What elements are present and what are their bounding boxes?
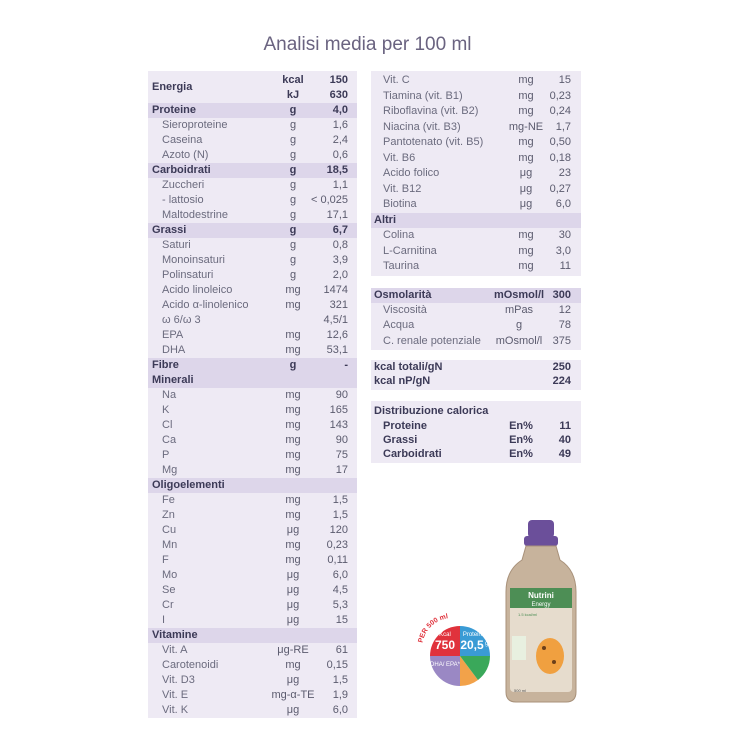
row-unit: mg	[285, 554, 301, 566]
section-header-row	[148, 628, 357, 643]
row-value: 5,3	[332, 599, 348, 611]
row-name: Ca	[162, 434, 177, 446]
row-unit: mg	[285, 389, 301, 401]
table-row	[148, 568, 357, 583]
row-unit: mg	[285, 509, 301, 521]
row-unit: μg	[286, 569, 300, 581]
table-row	[148, 238, 357, 253]
row-value: 49	[558, 448, 571, 460]
row-unit: mg	[518, 74, 534, 86]
row-unit: g	[289, 359, 297, 371]
row-value: 0,11	[327, 554, 348, 566]
table-row	[371, 104, 581, 119]
row-value: 0,50	[549, 136, 571, 148]
row-unit: mg	[285, 344, 301, 356]
row-unit: mg	[285, 464, 301, 476]
row-name: Carotenoidi	[162, 659, 219, 671]
row-unit: mPas	[504, 304, 534, 317]
row-name: ω 6/ω 3	[162, 314, 201, 326]
row-unit: μg	[286, 704, 300, 716]
row-unit: mOsmol/l	[495, 334, 543, 347]
row-unit: mg-NE	[508, 120, 544, 133]
row-unit: μg	[519, 198, 533, 210]
row-name: Vit. K	[162, 704, 189, 716]
row-unit: mg	[285, 419, 301, 431]
row-name: Mg	[162, 464, 178, 476]
row-value: 224	[552, 375, 571, 387]
row-value: 40	[558, 434, 571, 446]
row-value: 2,4	[332, 134, 348, 146]
row-unit: mg	[518, 136, 534, 148]
label-panel	[512, 636, 526, 660]
row-name: Sieroproteine	[162, 119, 228, 131]
row-name: Acqua	[383, 319, 415, 332]
row-name: Vit. D3	[162, 674, 195, 686]
row-value: 12	[558, 304, 571, 317]
row-name: kcal nP/gN	[374, 375, 431, 387]
row-name: Cu	[162, 524, 177, 536]
row-value: 1,5	[332, 674, 348, 686]
table-row	[148, 118, 357, 133]
section-header-row	[148, 163, 357, 178]
row-name: Energia	[152, 81, 193, 93]
row-name: Grassi	[152, 224, 187, 236]
table-row	[148, 463, 357, 478]
row-name: Acido folico	[383, 167, 440, 179]
table-row	[148, 388, 357, 403]
row-name: Acido linoleico	[162, 284, 233, 296]
table-row	[148, 268, 357, 283]
table-row	[148, 313, 357, 328]
row-name: Mn	[162, 539, 178, 551]
row-name: Oligoelementi	[152, 479, 225, 491]
row-name: Minerali	[152, 374, 194, 386]
table-row	[148, 613, 357, 628]
table-row	[371, 120, 581, 135]
row-name: Se	[162, 584, 176, 596]
kcal-value: 750	[434, 638, 456, 652]
section-header-row	[148, 478, 357, 493]
table-row	[371, 244, 581, 259]
table-row	[148, 148, 357, 163]
row-name: Zuccheri	[162, 179, 205, 191]
row-name: EPA	[162, 329, 184, 341]
row-name: Zn	[162, 509, 175, 521]
row-name: Maltodestrine	[162, 209, 229, 221]
row-unit: mg-α-TE	[271, 689, 315, 701]
distribution-heading: Distribuzione calorica	[374, 405, 489, 417]
table-row	[148, 178, 357, 193]
row-value: 0,27	[549, 182, 571, 195]
row-unit: g	[289, 254, 297, 266]
row-name: Saturi	[162, 239, 191, 251]
brand-text: Nutrini	[528, 591, 554, 600]
table-row	[371, 197, 581, 212]
row-value: 18,5	[326, 164, 348, 176]
row-unit: μg	[286, 584, 300, 596]
table-row	[148, 658, 357, 673]
row-value: 143	[329, 419, 348, 431]
row-value: 1,1	[332, 179, 348, 191]
row-unit: μg	[519, 182, 533, 195]
giraffe-spot	[552, 660, 556, 664]
row-value: 300	[552, 289, 571, 301]
row-unit: μg	[286, 524, 300, 536]
row-name: Vit. E	[162, 689, 189, 701]
row-name: C. renale potenziale	[383, 334, 481, 347]
row-unit: g	[289, 164, 297, 176]
row-value: -	[344, 359, 348, 371]
row-unit: g	[289, 119, 297, 131]
row-name: Proteine	[383, 420, 428, 432]
nutrition-badge	[400, 596, 500, 696]
table-row	[148, 88, 357, 103]
giraffe-spot	[542, 646, 546, 650]
row-value: 11	[559, 260, 571, 272]
row-value: 6,0	[332, 704, 348, 716]
row-value: 12,6	[326, 329, 348, 341]
dha-label: DHA/ EPA*	[430, 662, 460, 668]
row-unit: μg	[519, 167, 533, 179]
row-name: Carboidrati	[383, 448, 442, 460]
row-name: Monoinsaturi	[162, 254, 225, 266]
row-name: Polinsaturi	[162, 269, 214, 281]
table-row	[148, 208, 357, 223]
row-unit: μg	[286, 599, 300, 611]
row-unit: mg	[518, 229, 534, 241]
giraffe-illustration	[536, 638, 564, 674]
table-row	[371, 151, 581, 166]
row-value: 23	[558, 167, 571, 179]
row-name: L-Carnitina	[383, 244, 437, 257]
row-value: 6,0	[555, 198, 571, 210]
row-unit: mg	[285, 449, 301, 461]
table-row	[371, 360, 581, 375]
protein-value: 20,5	[460, 638, 484, 652]
table-row	[148, 703, 357, 718]
section-header-row	[148, 223, 357, 238]
row-value: 75	[335, 449, 348, 461]
table-row	[371, 334, 581, 349]
row-name: Cr	[162, 599, 174, 611]
row-name: Osmolarità	[374, 289, 432, 301]
row-value: 0,8	[332, 239, 348, 251]
row-value: 11	[559, 420, 571, 432]
kcal-label: Kcal	[439, 632, 451, 638]
row-name: Vit. B12	[383, 182, 422, 195]
table-row	[148, 418, 357, 433]
row-value: 3,0	[555, 244, 571, 257]
row-name: Taurina	[383, 260, 420, 272]
row-unit: kcal	[282, 74, 304, 86]
table-row	[371, 303, 581, 318]
table-row	[148, 133, 357, 148]
kcal-per-gn-table	[371, 360, 581, 390]
bottle-cap-base	[524, 536, 558, 546]
row-unit: g	[289, 224, 297, 236]
row-value: 78	[558, 319, 571, 332]
table-row	[148, 688, 357, 703]
row-name: F	[162, 554, 169, 566]
row-unit: g	[515, 319, 523, 332]
variant-text: Energy	[531, 602, 551, 608]
row-name: Biotina	[383, 198, 417, 210]
row-value: 0,24	[549, 105, 571, 117]
row-unit: g	[289, 104, 297, 116]
row-unit: μg	[286, 614, 300, 626]
row-name: K	[162, 404, 170, 416]
kcal-per-ml-text: 1.5 kcal/ml	[518, 612, 538, 617]
row-name: Vit. A	[162, 644, 188, 656]
row-value: 4,0	[332, 104, 348, 116]
row-unit: g	[289, 179, 297, 191]
row-value: 0,23	[326, 539, 348, 551]
row-value: 0,6	[332, 149, 348, 161]
row-value: 1,6	[332, 119, 348, 131]
size-text: 500 ml	[514, 688, 527, 693]
row-name: - lattosio	[162, 194, 204, 206]
row-name: Niacina (vit. B3)	[383, 120, 461, 133]
row-name: Vit. C	[383, 74, 410, 86]
table-row	[371, 182, 581, 197]
row-value: 53,1	[326, 344, 348, 356]
row-name: Carboidrati	[152, 164, 211, 176]
row-unit: g	[289, 134, 297, 146]
row-name: kcal totali/gN	[374, 361, 443, 373]
row-value: 4,5	[332, 584, 348, 596]
table-row	[371, 166, 581, 181]
row-value: 0,18	[549, 151, 571, 164]
row-unit: mg	[285, 284, 301, 296]
row-unit: mg	[285, 659, 301, 671]
table-row	[371, 259, 581, 274]
table-row	[148, 493, 357, 508]
row-unit: mg	[285, 434, 301, 446]
row-unit: μg	[286, 674, 300, 686]
table-row	[148, 508, 357, 523]
row-value: 165	[329, 404, 348, 416]
vitamins-others-table	[371, 71, 581, 276]
row-name: Vit. B6	[383, 151, 416, 164]
row-value: 0,15	[326, 659, 348, 671]
table-row	[148, 538, 357, 553]
table-row	[148, 343, 357, 358]
bottle-cap	[528, 520, 554, 538]
row-value: 630	[329, 89, 348, 101]
row-name: Cl	[162, 419, 173, 431]
caloric-distribution-table	[371, 401, 581, 463]
row-unit: mg	[285, 299, 301, 311]
row-unit: mOsmol/l	[493, 289, 545, 301]
table-row	[148, 448, 357, 463]
table-row	[148, 73, 357, 93]
row-unit: mg	[518, 260, 534, 272]
section-header-row	[148, 373, 357, 388]
row-value: 4,5/1	[323, 314, 348, 326]
row-unit: En%	[509, 448, 533, 460]
row-value: 15	[558, 74, 571, 86]
row-value: 2,0	[332, 269, 348, 281]
row-name: Riboflavina (vit. B2)	[383, 105, 479, 117]
row-value: 17	[335, 464, 348, 476]
row-name: Acido α-linolenico	[162, 299, 249, 311]
table-row	[371, 135, 581, 150]
row-unit: mg	[518, 105, 534, 117]
table-row	[148, 553, 357, 568]
row-name: Altri	[374, 213, 396, 226]
table-row	[371, 89, 581, 104]
row-name: Grassi	[383, 434, 418, 446]
row-value: 1,7	[555, 120, 571, 133]
table-row	[371, 374, 581, 389]
dha-epa-slice	[430, 656, 460, 686]
left-nutrition-table	[148, 71, 357, 718]
row-value: 250	[552, 361, 571, 373]
row-name: I	[162, 614, 166, 626]
table-row	[371, 419, 581, 434]
row-name: Vitamine	[152, 629, 198, 641]
table-row	[148, 193, 357, 208]
page-title: Analisi media per 100 ml	[263, 34, 472, 55]
badge-per-text: PER 500 ml	[417, 613, 449, 644]
row-unit: g	[289, 194, 297, 206]
row-unit: kJ	[286, 89, 300, 101]
table-row	[371, 318, 581, 333]
row-value: 6,7	[332, 224, 348, 236]
table-row	[148, 253, 357, 268]
table-row	[148, 403, 357, 418]
row-name: DHA	[162, 344, 186, 356]
row-unit: En%	[509, 420, 533, 432]
row-unit: g	[289, 269, 297, 281]
row-name: Colina	[383, 229, 415, 241]
section-header-row	[371, 213, 581, 228]
row-value: 15	[335, 614, 348, 626]
table-row	[371, 228, 581, 243]
protein-label: Proteine	[462, 632, 486, 638]
row-value: 1,9	[332, 689, 348, 701]
table-row	[371, 433, 581, 448]
product-bottle	[498, 516, 584, 706]
table-row	[371, 447, 581, 462]
row-unit: En%	[509, 434, 533, 446]
row-value: 120	[329, 524, 348, 536]
section-header-row	[148, 103, 357, 118]
section-header-row	[371, 288, 581, 303]
row-name: Azoto (N)	[162, 149, 209, 161]
row-name: Viscosità	[383, 304, 427, 317]
table-row	[148, 283, 357, 298]
row-value: 321	[329, 299, 348, 311]
row-unit: mg	[518, 89, 534, 102]
table-row	[148, 523, 357, 538]
row-unit: mg	[518, 244, 534, 257]
row-value: 90	[335, 389, 348, 401]
row-unit: g	[289, 149, 297, 161]
row-unit: mg	[285, 329, 301, 341]
row-unit: g	[289, 209, 297, 221]
table-row	[148, 583, 357, 598]
row-value: 1,5	[332, 509, 348, 521]
row-value: 90	[335, 434, 348, 446]
row-value: 1,5	[332, 494, 348, 506]
row-name: Caseina	[162, 134, 203, 146]
row-name: Fibre	[152, 359, 179, 371]
row-value: 6,0	[332, 569, 348, 581]
row-unit: g	[289, 239, 297, 251]
row-value: 0,23	[549, 89, 571, 102]
row-value: 3,9	[332, 254, 348, 266]
section-header-row	[148, 358, 357, 373]
osmolarity-table	[371, 288, 581, 350]
table-row	[371, 73, 581, 88]
row-unit: mg	[285, 539, 301, 551]
table-row	[148, 328, 357, 343]
row-value: 61	[335, 644, 348, 656]
row-value: 30	[558, 229, 571, 241]
table-row	[148, 433, 357, 448]
table-row	[148, 673, 357, 688]
row-unit: mg	[285, 494, 301, 506]
row-value: 375	[552, 334, 571, 347]
row-value: 1474	[323, 284, 348, 296]
row-name: Pantotenato (vit. B5)	[383, 136, 484, 148]
table-row	[148, 598, 357, 613]
row-name: Mo	[162, 569, 178, 581]
row-name: Na	[162, 389, 177, 401]
row-name: P	[162, 449, 170, 461]
table-row	[148, 298, 357, 313]
table-row	[148, 643, 357, 658]
row-unit: μg-RE	[277, 644, 309, 656]
row-value: < 0,025	[310, 194, 348, 206]
row-value: 150	[329, 74, 348, 86]
row-name: Proteine	[152, 104, 197, 116]
row-name: Tiamina (vit. B1)	[383, 89, 463, 102]
protein-unit: g	[485, 641, 489, 647]
row-value: 17,1	[326, 209, 348, 221]
row-unit: mg	[285, 404, 301, 416]
row-name: Fe	[162, 494, 175, 506]
row-unit: mg	[518, 151, 534, 164]
